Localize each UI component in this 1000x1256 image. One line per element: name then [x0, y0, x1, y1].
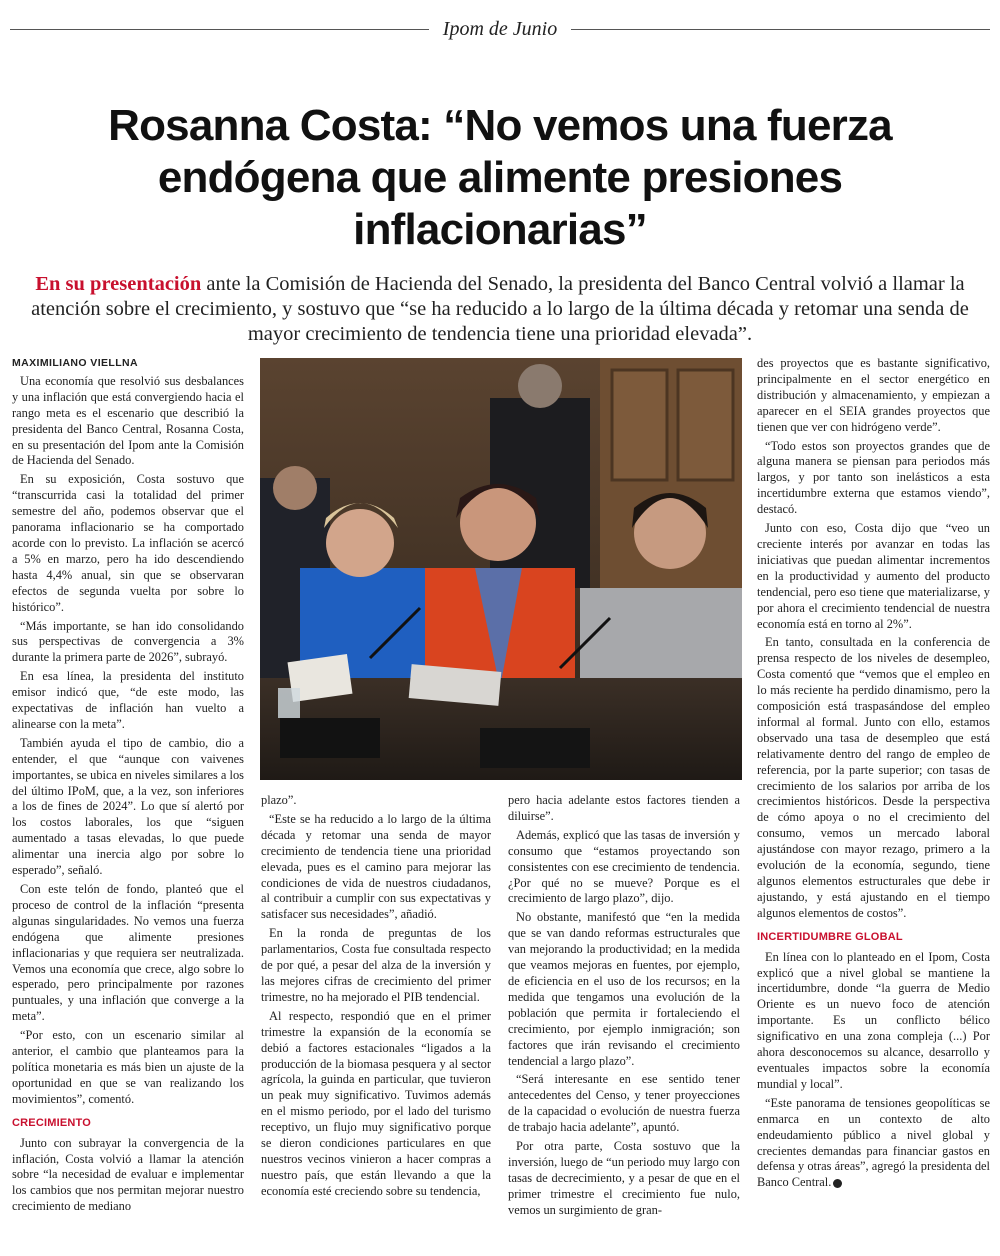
- paragraph: Por otra parte, Costa sostuvo que la inversión, luego de “un periodo muy largo con tasas de decrecimiento, y a pesar de que en el primer trimestre el crecimiento fue nulo, vemos un surgimiento de gran-: [508, 1139, 740, 1217]
- paragraph: Además, explicó que las tasas de inversión y consumo que “estamos proyectando son consistentes con ese crecimiento de tendencia. ¿Por qué no se mueve? Porque es el crecimiento de largo plazo”, dijo.: [508, 827, 740, 906]
- paragraph: En su exposición, Costa sostuvo que “transcurrida casi la totalidad del primer semestre del año, podemos observar que el panorama inflacionario se ha comportado acorde con lo previsto. La inflación se acercó a 5% en marzo, pero ha ido descendiendo hasta 4,4% anual, sin que se observaran efectos de segunda vuelta por sobre lo histórico”.: [12, 472, 244, 614]
- end-of-article-icon: [833, 1179, 842, 1188]
- section-header: [10, 14, 990, 44]
- paragraph: “Por esto, con un escenario similar al anterior, el cambio que planteamos para la política monetaria es más bien un ajuste de la oportunidad en que se van realizando los movimientos”, comentó.: [12, 1028, 244, 1106]
- paragraph: des proyectos que es bastante significativo, principalmente en el sector energético en distribución y almacenamiento, y empiezan a aparecer en el SEIA grandes proyectos que tienen que ver con hidrógeno verde”.: [757, 356, 990, 434]
- article-column-4: [757, 356, 990, 1194]
- section-label: Ipom de Junio: [442, 17, 558, 40]
- article-column-2: [261, 793, 491, 1203]
- paragraph-final: [757, 1096, 990, 1191]
- paragraph: pero hacia adelante estos factores tienden a diluirse”.: [508, 793, 740, 823]
- paragraph: En esa línea, la presidenta del instituto emisor indicó que, “de este modo, las expectativas de inflación han vuelto a alinearse con la meta”.: [12, 669, 244, 731]
- section-rule-left: [10, 29, 429, 30]
- byline: MAXIMILIANO VIELLNA: [12, 357, 139, 369]
- paragraph: Al respecto, respondió que en el primer trimestre la expansión de la economía se debió a factores estacionales “ligados a la producción de la biomasa pesquera y al sector agrícola, la guinda en particular, que tuvieron un peak muy significativo. Tuvimos además en el mismo periodo, por el lado del turismo receptivo, un flujo muy significativo porque se dieron condiciones particulares en que nuestros vecinos vinieron a hacer compras a nuestro país, que están llevando a que la economía esté creciendo sobre su tendencia,: [261, 1008, 491, 1198]
- paragraph: “Todo estos son proyectos grandes que de alguna manera se piensan para periodos más largos, y por tanto son inelásticos a esta incertidumbre externa que estamos viendo”, destacó.: [757, 438, 990, 517]
- subhead-crecimiento: CRECIMIENTO: [12, 1116, 92, 1129]
- paragraph: “Este se ha reducido a lo largo de la última década y retomar una senda de mayor crecimiento de tendencia tiene una prioridad elevada, pues es el camino para mejorar las condiciones de vida de nuestros ciudadanos, al contribuir a cumplir con sus expectativas y satisfacer sus necesidades”, añadió.: [261, 811, 491, 922]
- paragraph: Junto con eso, Costa dijo que “veo un creciente interés por avanzar en todas las iniciativas que puedan alimentar incrementos en la productividad y aumento del producto tendencial, pero eso tiene que materializarse, y por ahora el crecimiento tendencial de nuestra economía está en torno al 2%”.: [757, 521, 990, 631]
- article-column-3: [508, 793, 740, 1222]
- paragraph: Junto con subrayar la convergencia de la inflación, Costa volvió a llamar la atención sobre “la necesidad de evaluar e implementar los cambios que nos permitan mejorar nuestro crecimiento de mediano: [12, 1135, 244, 1214]
- paragraph: Una economía que resolvió sus desbalances y una inflación que está convergiendo hacia el rango meta es el escenario que describió la presidenta del Banco Central, Rosanna Costa, en su presentación del Ipom ante la Comisión de Hacienda del Senado.: [12, 373, 244, 468]
- headline: Rosanna Costa: “No vemos una fuerza endógena que alimente presiones inflacionarias”: [108, 101, 892, 254]
- paragraph: En línea con lo planteado en el Ipom, Costa explicó que a nivel global se mantiene la incertidumbre, donde “la guerra de Medio Oriente es un nuevo foco de atención importante. Es un conflicto bélico significativo en una zona compleja (...) Por ahora desconocemos su alcance, desarrollo y eventuales impactos sobre la economía mundial y local”.: [757, 949, 990, 1091]
- paragraph: En la ronda de preguntas de los parlamentarios, Costa fue consultada respecto de por qué, a pesar del alza de la inversión y las mejores cifras de crecimiento del primer trimestre, no ha mejorado el PIB tendencial.: [261, 926, 491, 1004]
- lede: [14, 272, 986, 347]
- paragraph: “Más importante, se han ido consolidando sus perspectivas de convergencia a 3% durante la primera parte de 2026”, subrayó.: [12, 618, 244, 665]
- article-column-1: [12, 356, 244, 1218]
- paragraph: También ayuda el tipo de cambio, dio a entender, el que “aunque con vaivenes importantes, se ubica en niveles similares a los del último IPoM, que, a la vez, son inferiores a los de fines de 2024”. Lo que sí alertó por los costos laborales, los que “siguen aumentado a tasas elevadas, lo que puede alimentar una inercia algo por sobre lo esperado”, señaló.: [12, 735, 244, 878]
- lede-lead: En su presentación: [35, 273, 202, 295]
- section-rule-right: [571, 29, 990, 30]
- paragraph: Con este telón de fondo, planteó que el proceso de control de la inflación “presenta algunas singularidades. No vemos una fuerza endógena que alimente presiones inflacionarias y que requiera ser neutralizada. Vemos una economía que crece, algo sobre lo esperado, pero principalmente por razones puntuales, y una inflación que converge a la meta”.: [12, 882, 244, 1024]
- article-photo: [260, 358, 742, 780]
- paragraph: “Será interesante en ese sentido tener antecedentes del Censo, y tener proyecciones de la capacidad o evolución de nuestra fuerza de trabajo hacia adelante”, apuntó.: [508, 1072, 740, 1135]
- paragraph: No obstante, manifestó que “en la medida que se van dando reformas estructurales que van mejorando la productividad; en la medida que veamos mejoras en fuentes, por ejemplo, de eficiencia en el uso de los recursos; en la medida que tengamos una evolución de la población que permita ir fortaleciendo el crecimiento, por ejemplo inmigración; son factores que irán revisando el crecimiento tendencial a largo plazo”.: [508, 910, 740, 1068]
- subhead-incertidumbre-global: INCERTIDUMBRE GLOBAL: [757, 930, 903, 943]
- paragraph: plazo”.: [261, 793, 297, 807]
- final-paragraph-text: “Este panorama de tensiones geopolíticas se enmarca en un contexto de alto endeudamiento público a nivel global y crecientes demandas para financiar gastos en defensa y otras áreas”, agregó la presidenta del Banco Central.: [757, 1095, 990, 1190]
- lede-text: ante la Comisión de Hacienda del Senado, la presidenta del Banco Central volvió a llamar la atención sobre el crecimiento, y sostuvo que “se ha reducido a lo largo de la última década y retomar una senda de mayor crecimiento de tendencia tiene una prioridad elevada”.: [31, 273, 969, 345]
- paragraph: En tanto, consultada en la conferencia de prensa respecto de los niveles de desempleo, Costa comentó que “vemos que el empleo en lo más reciente ha perdido dinamismo, pero la composición está traspasándose del empleo informal al formal. Junto con ello, estamos observado una tasa de desempleo que está relativamente dentro del rango de empleo de referencia, por la parte superior; con tasas de crecimiento de los salarios por arriba de los crecimientos históricos. Desde la perspectiva de cómo apoya o no el crecimiento del consumo, vemos un mercado laboral ajustándose con mayor rezago, primero a la evolución de la economía, segundo, tiene algunos elementos estructurales que debe ir ajustando, y está ajustando en el tiempo algunos elementos de costos”.: [757, 635, 990, 920]
